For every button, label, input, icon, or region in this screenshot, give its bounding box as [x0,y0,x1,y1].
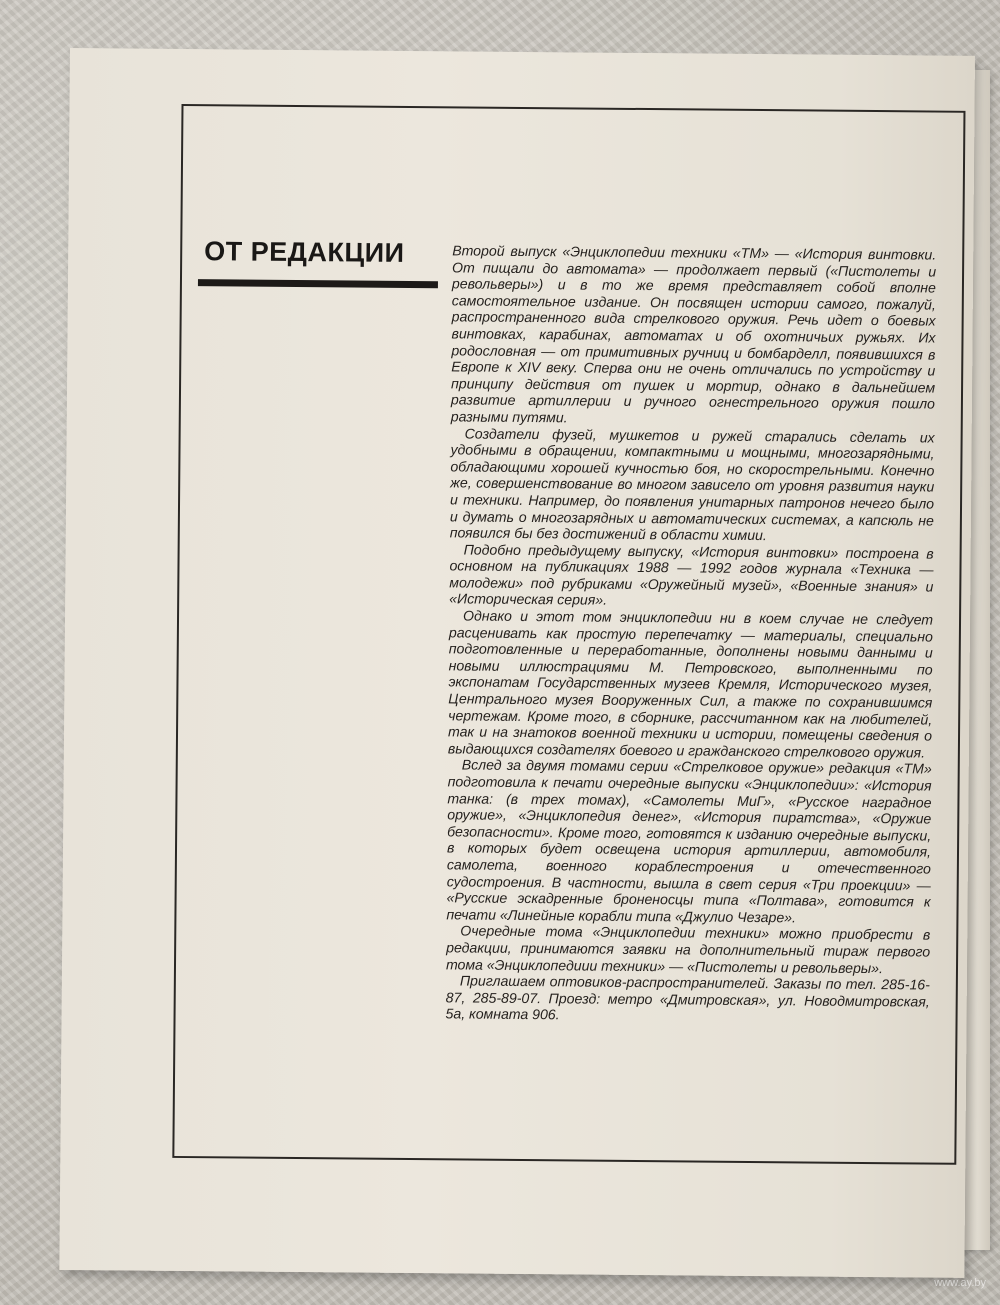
paragraph: Очередные тома «Энциклопедии техники» можно приобрести в редакции, принимаются заявки на дополнительный тираж первого тома «Энциклопедиии техники» — «Пистолеты и револьверы». [445,922,931,976]
paragraph: Второй выпуск «Энциклопедии техники «ТМ» — «История винтовки. От пищали до автомата» — продолжает первый («Пистолеты и револьверы») и в то же время представляет собой вполне самостоятельное издание. Он посвящен истории самого, пожалуй, распространенного вида стрелкового оружия. Речь идет о боевых винтовках, карабинах, автоматах и об охотничьих ружьях. Их родословная — от примитивных ручниц и бомбарделл, появившихся в Европе к XIV веку. Сперва они не очень отличались по устройству и принципу действия от пушек и мортир, однако в дальнейшем развитие артиллерии и ручного огнестрельного оружия пошло разными путями. [450,242,937,426]
heading-underline [198,279,438,288]
paragraph: Создатели фузей, мушкетов и ружей старались сделать их удобными в обращении, компактными и мощными, многозарядными, обладающими хорошей кучностью боя, но скорострельными. Конечно же, совершенствование во многом зависело от уровня развития науки и техники. Например, до появления унитарных патронов нечего было и думать о многозарядных и автоматических системах, а капсюль не появился бы без достижений в области химии. [449,424,935,544]
page-heading: ОТ РЕДАКЦИИ [204,236,405,268]
article-body [446,242,937,1026]
page-sheet [59,48,975,1278]
paragraph: Приглашаем оптовиков-распространителей. Заказы по тел. 285-16-87, 285-89-07. Проезд: метро «Дмитровская», ул. Новодмитровская, 5а, комната 906. [445,972,930,1023]
page-frame [172,104,965,1165]
paragraph: Однако и этот том энциклопедии ни в коем случае не следует расценивать как простую перепечатку — материалы, специально подготовленные и переработанные, дополнены новыми данными и новыми иллюстрациями М. Петровского, выполненными по экспонатам Государственных музеев Кремля, Исторического музея, Центрального музея Вооруженных Сил, а также по сохранившимся чертежам. Кроме того, в сборнике, рассчитанном как на любителей, так и на знатоков военной техники и истории, помещены сведения о выдающихся создателях боевого и гражданского стрелкового оружия. [447,607,934,761]
paragraph: Подобно предыдущему выпуску, «История винтовки» построена в основном на публикациях 1988 — 1992 годов журнала «Техника — молодежи» под рубриками «Оружейный музей», «Военные знания» и «Историческая серия». [449,541,934,609]
paragraph: Вслед за двумя томами серии «Стрелковое оружие» редакция «ТМ» подготовила к печати очередные выпуски «Энциклопедии»: «История танка: (в трех томах), «Самолеты МиГ», «Русское наградное оружие», «Энциклопедия денег», «История пиратства», «Оружие безопасности». Кроме того, готовятся к изданию очередные выпуски, в которых будет освещена история артиллерии, автомобиля, самолета, военного кораблестроения и отечественного судостроения. В частности, вышла в свет серия «Три проекции» — «Русские эскадренные броненосцы типа «Полтава», готовится к печати «Линейные корабли типа «Джулио Чезаре». [446,756,932,926]
watermark: www.ay.by [934,1277,986,1289]
